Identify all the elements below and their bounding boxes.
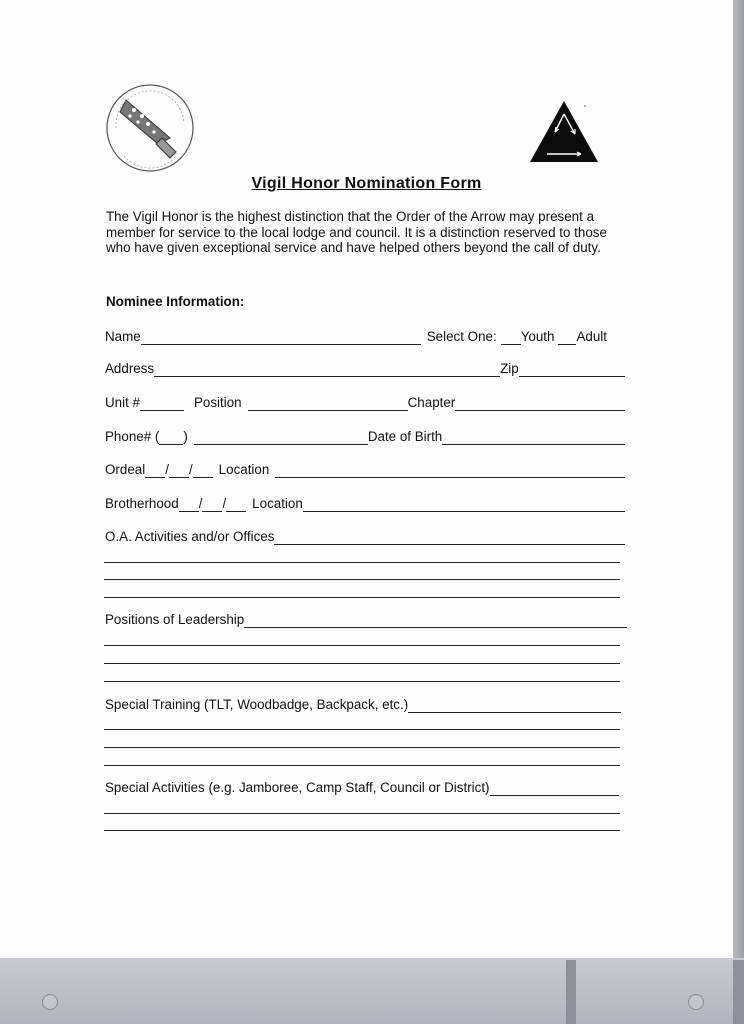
leadership-line[interactable]: [104, 681, 620, 682]
form-title: Vigil Honor Nomination Form: [251, 175, 482, 192]
brotherhood-month-field[interactable]: [179, 499, 199, 512]
unit-field[interactable]: [140, 398, 184, 411]
special-activities-line[interactable]: [104, 813, 620, 814]
training-line[interactable]: [104, 765, 620, 766]
special-activities-row: [105, 780, 619, 796]
scanner-bracket: [566, 960, 576, 1024]
special-activities-field[interactable]: [490, 783, 619, 796]
ordeal-label: Ordeal: [105, 462, 146, 477]
ordeal-day-field[interactable]: [169, 465, 189, 478]
address-label: Address: [105, 361, 155, 376]
leadership-field[interactable]: [244, 615, 627, 628]
chapter-label: Chapter: [407, 395, 456, 410]
brotherhood-year-field[interactable]: [226, 499, 246, 512]
dob-label: Date of Birth: [367, 429, 443, 444]
date-slash: /: [222, 496, 227, 511]
leadership-label: Positions of Leadership: [105, 612, 245, 627]
select-one-label: Select One:: [426, 329, 497, 344]
oa-activities-line[interactable]: [104, 562, 620, 563]
oa-activities-line[interactable]: [104, 579, 620, 580]
youth-label: Youth: [520, 329, 555, 344]
oa-activities-label: O.A. Activities and/or Offices: [105, 529, 275, 544]
phone-row: [105, 429, 625, 445]
screw-icon: [688, 994, 704, 1010]
brotherhood-location-field[interactable]: [303, 499, 625, 512]
training-field[interactable]: [408, 700, 621, 713]
screw-icon: [42, 994, 58, 1010]
ordeal-year-field[interactable]: [193, 465, 213, 478]
ordeal-month-field[interactable]: [145, 465, 165, 478]
training-line[interactable]: [104, 747, 620, 748]
training-row: [105, 697, 621, 713]
intro-paragraph: The Vigil Honor is the highest distinction that the Order of the Arrow may present a member for service to the local lodge and council. It is a distinction reserved to those who have given exceptional service and have helped others beyond the call of duty.: [106, 209, 607, 256]
order-of-the-arrow-seal-icon: [104, 82, 196, 174]
leadership-line[interactable]: [104, 663, 620, 664]
brotherhood-row: [105, 496, 625, 512]
brotherhood-location-label: Location: [252, 496, 303, 511]
adult-label: Adult: [576, 329, 607, 344]
name-row: [105, 329, 625, 345]
name-field[interactable]: [141, 332, 421, 345]
address-field[interactable]: [154, 364, 500, 377]
zip-label: Zip: [500, 361, 519, 376]
special-activities-label: Special Activities (e.g. Jamboree, Camp Staff, Council or District): [105, 780, 490, 795]
dob-field[interactable]: [442, 432, 625, 445]
training-label: Special Training (TLT, Woodbadge, Backpack, etc.): [105, 697, 409, 712]
date-slash: /: [188, 462, 193, 477]
zip-field[interactable]: [519, 364, 625, 377]
brotherhood-label: Brotherhood: [105, 496, 179, 511]
unit-label: Unit #: [105, 395, 140, 410]
scanner-bed: [0, 958, 744, 1024]
position-field[interactable]: [248, 398, 408, 411]
leadership-line[interactable]: [104, 645, 620, 646]
position-label: Position: [193, 395, 242, 410]
special-activities-line[interactable]: [104, 830, 620, 831]
date-slash: /: [198, 496, 203, 511]
youth-checkbox[interactable]: [501, 332, 521, 345]
adult-checkbox[interactable]: [558, 332, 576, 345]
phone-field[interactable]: [194, 432, 368, 445]
scanner-bracket: [733, 960, 744, 1024]
area-code-field[interactable]: [159, 432, 183, 445]
oa-activities-field[interactable]: [274, 532, 625, 545]
unit-row: [105, 395, 625, 411]
phone-close-paren: ): [183, 429, 188, 444]
oa-activities-line[interactable]: [104, 597, 620, 598]
training-line[interactable]: [104, 729, 620, 730]
brotherhood-day-field[interactable]: [202, 499, 222, 512]
section-title: Nominee Information:: [106, 294, 245, 309]
ordeal-location-label: Location: [218, 462, 270, 477]
vigil-triangle-icon: [527, 98, 601, 166]
phone-label: Phone# (: [105, 429, 160, 444]
chapter-field[interactable]: [455, 398, 625, 411]
ordeal-row: [105, 462, 625, 478]
date-slash: /: [165, 462, 169, 477]
ordeal-location-field[interactable]: [275, 465, 625, 478]
name-label: Name: [105, 329, 141, 344]
address-row: [105, 361, 625, 377]
oa-activities-row: [105, 529, 625, 545]
scanner-edge: [733, 0, 744, 958]
leadership-row: [105, 612, 627, 628]
